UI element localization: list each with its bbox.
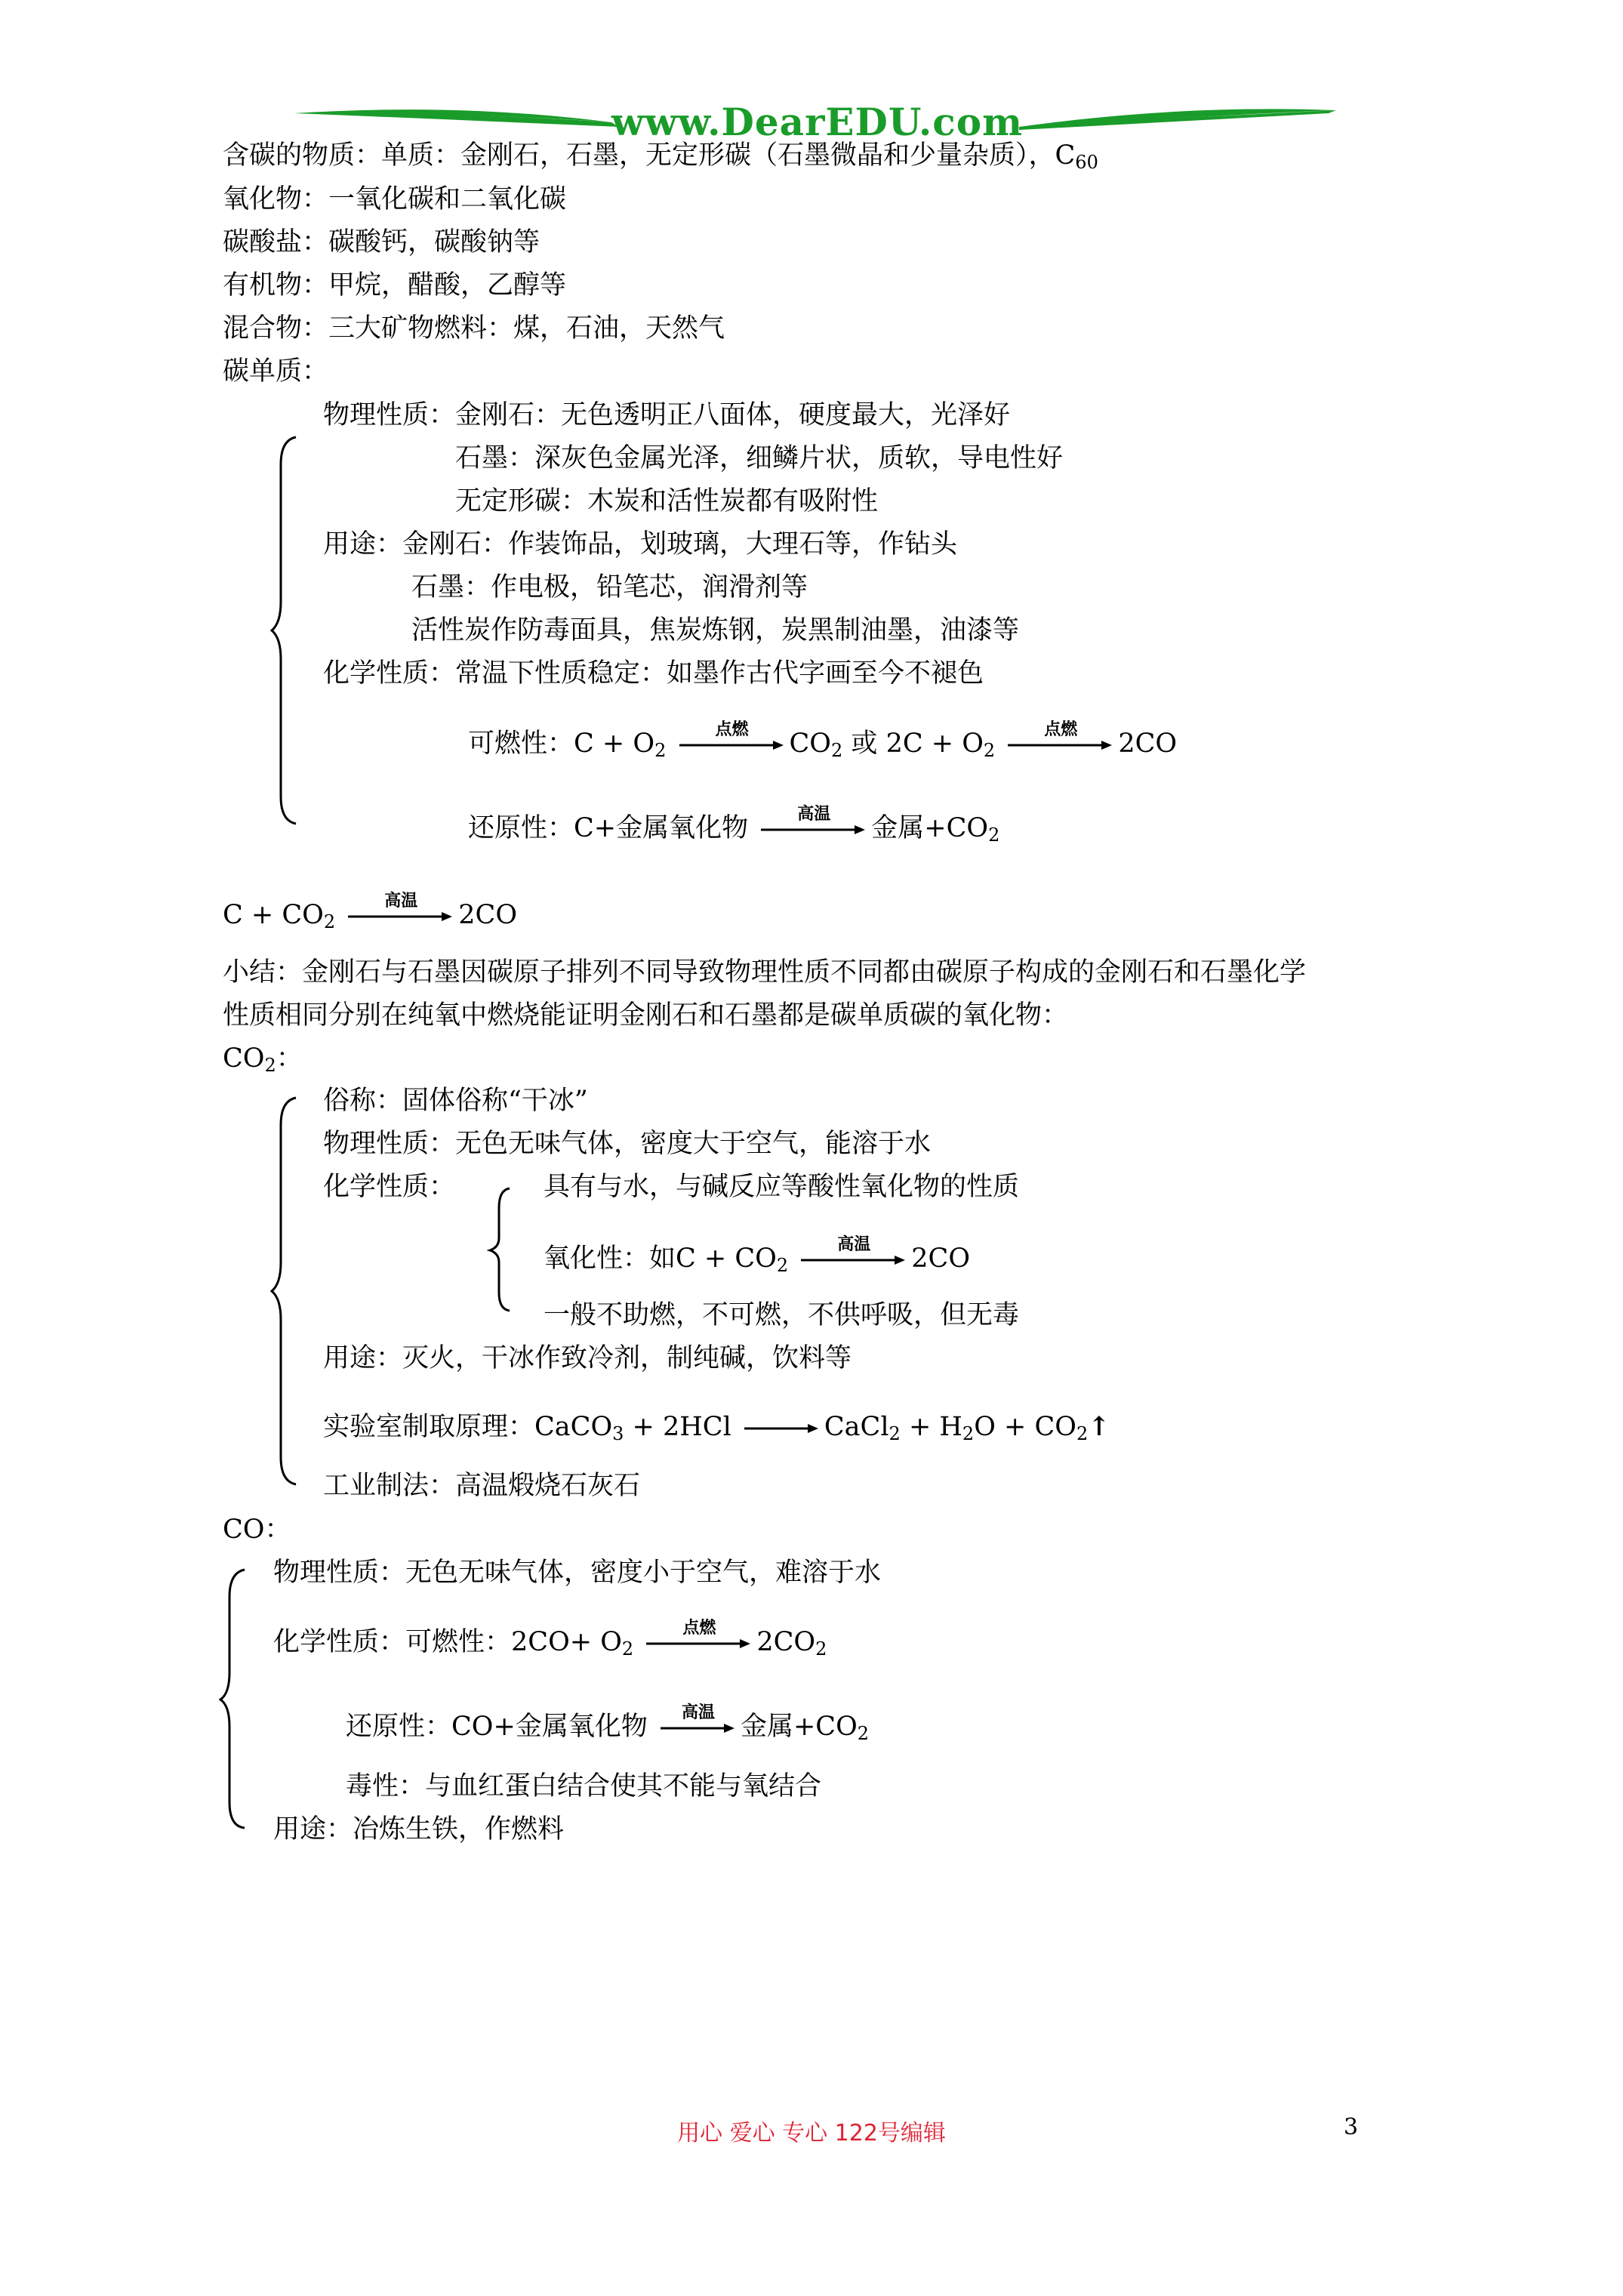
co-chemical-combustion: 化学性质：可燃性：$2CO+ O_2$ 点燃 $2CO_2$ [273,1618,827,1660]
carbon-physical-amorphous: 无定形碳：木炭和活性炭都有吸附性 [455,486,879,516]
co-physical: 物理性质：无色无味气体，密度小于空气，难溶于水 [273,1558,882,1588]
line-oxides: 氧化物：一氧化碳和二氧化碳 [223,184,567,214]
co2-use: 用途：灭火，干冰作致冷剂，制纯碱，饮料等 [323,1343,852,1373]
co2-title: $CO_2$： [223,1043,303,1076]
arrow-ignite-1: 点燃 [679,739,785,751]
arrow-high-temp-4: 高温 [661,1722,736,1734]
line-carbonates: 碳酸盐：碳酸钙，碳酸钠等 [223,227,540,257]
line-carbon-substances: 含碳的物质：单质：金刚石，石墨，无定形碳（石墨微晶和少量杂质），$C_{60}$ [223,140,1098,173]
page-number: 3 [1344,2114,1359,2140]
arrow-high-temp-2: 高温 [348,911,454,923]
carbon-combustion-equation: 可燃性：$C + O_2$ 点燃 $CO_2$ 或 $2C + O_2$ 点燃 2CO [468,720,1178,761]
brace-co [219,1567,249,1831]
summary-line-1: 小结：金刚石与石墨因碳原子排列不同导致物理性质不同都由碳原子构成的金刚石和石墨化学 [223,957,1307,988]
equation-c-co2: $C + CO_2$ 高温 2CO [223,891,518,932]
brace-carbon [270,434,300,827]
co-toxicity: 毒性：与血红蛋白结合使其不能与氧结合 [346,1771,822,1801]
co2-common-name: 俗称：固体俗称“干冰” [323,1086,588,1116]
line-mixtures: 混合物：三大矿物燃料：煤，石油，天然气 [223,313,725,344]
carbon-use-graphite: 石墨：作电极，铅笔芯，润滑剂等 [411,572,808,603]
arrow-plain [744,1422,820,1435]
carbon-physical-graphite: 石墨：深灰色金属光泽，细鳞片状，质软，导电性好 [455,443,1064,473]
co2-lab-preparation: 实验室制取原理：CaCO$_3$ + 2HCl CaCl$_2$ + $H_2O$ + $CO_2↑$ [323,1411,1110,1444]
arrow-high-temp-1: 高温 [761,824,867,836]
co2-chem-acidic: 具有与水，与碱反应等酸性氧化物的性质 [544,1172,1020,1202]
carbon-physical-diamond: 物理性质：金刚石：无色透明正八面体，硬度最大，光泽好 [323,400,1011,430]
carbon-use-diamond: 用途：金刚石：作装饰品，划玻璃，大理石等，作钻头 [323,529,958,559]
carbon-chemical-stable: 化学性质：常温下性质稳定：如墨作古代字画至今不褪色 [323,658,984,689]
arrow-ignite-3: 点燃 [646,1638,752,1650]
summary-line-2: 性质相同分别在纯氧中燃烧能证明金刚石和石墨都是碳单质碳的氧化物： [223,1000,1069,1031]
brace-co2-chemical [487,1185,514,1314]
co2-chem-oxidizing: 氧化性：如$C + CO_2$ 高温 2CO [544,1234,971,1276]
site-url: www.DearEDU.com [611,100,1024,144]
co2-chemical: 化学性质： [323,1172,456,1202]
co2-chem-nonflammable: 一般不助燃，不可燃，不供呼吸，但无毒 [544,1300,1020,1330]
co-reduction: 还原性：CO+金属氧化物 高温 金属$+CO_2$ [346,1703,870,1744]
co2-industrial: 工业制法：高温煅烧石灰石 [323,1471,641,1501]
co-title: CO： [223,1515,291,1545]
footer-text: 用心 爱心 专心 122号编辑 [677,2120,946,2147]
line-carbon-elements: 碳单质： [223,356,329,387]
arrow-high-temp-3: 高温 [801,1254,907,1266]
arrow-ignite-2: 点燃 [1008,739,1113,751]
carbon-reduction-equation: 还原性：C+金属氧化物 高温 金属$+CO_2$ [468,804,1000,846]
co-use: 用途：冶炼生铁，作燃料 [273,1814,565,1845]
brace-co2 [270,1095,300,1487]
line-organics: 有机物：甲烷，醋酸，乙醇等 [223,270,567,300]
carbon-use-activated: 活性炭作防毒面具，焦炭炼钢，炭黑制油墨，油漆等 [411,615,1020,646]
co2-physical: 物理性质：无色无味气体，密度大于空气，能溶于水 [323,1129,932,1159]
